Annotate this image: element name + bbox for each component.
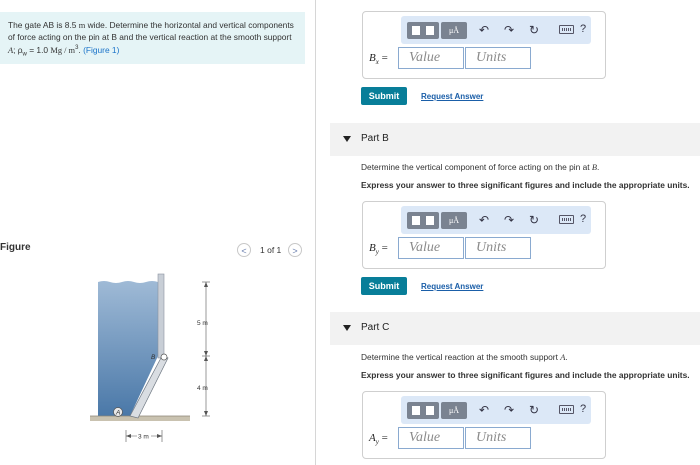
redo-icon[interactable]: ↷ [504,23,515,37]
templates-icon[interactable] [407,212,439,229]
variable-label: $A_y$ = [369,432,388,447]
help-icon[interactable]: ? [580,23,587,35]
units-input[interactable]: Units [465,427,531,449]
variable-label: $B_y$ = [369,242,388,257]
problem-statement [0,12,305,64]
keyboard-icon[interactable] [559,25,574,34]
value-input[interactable]: Value [398,427,464,449]
answer-box-bx [362,11,606,79]
dim-5m: 5 m [197,320,208,327]
undo-icon[interactable]: ↶ [479,213,490,227]
label-b: B [151,354,156,361]
variable-label: $B_x$ = [369,52,388,67]
undo-icon[interactable]: ↶ [479,403,490,417]
help-icon[interactable]: ? [580,403,587,415]
reset-icon[interactable]: ↻ [529,213,540,227]
redo-icon[interactable]: ↷ [504,213,515,227]
units-input[interactable]: Units [465,47,531,69]
templates-icon[interactable] [407,402,439,419]
wall [158,274,164,358]
request-answer-link[interactable]: Request Answer [421,282,484,291]
part-c-header[interactable] [330,312,700,345]
math-toolbar [401,396,591,424]
part-label: Part B [361,133,389,144]
pager-prev-button[interactable]: < [237,243,251,257]
collapse-icon [343,325,351,331]
figure-title: Figure [0,242,31,253]
collapse-icon [343,136,351,142]
part-c-instruction: Express your answer to three significant figures and include the appropriate units. [361,370,690,380]
value-input[interactable]: Value [398,237,464,259]
problem-text: The gate AB is 8.5 m wide. Determine the horizontal and vertical components of force acting on the pin at B and the vertical reaction at the smooth support A; $\rho_w = 1.0$ Mg / $m^3$. (Figure 1) [8,20,294,58]
part-c-question: Determine the vertical reaction at the smooth support A. [361,352,568,362]
redo-icon[interactable]: ↷ [504,403,515,417]
part-b-header[interactable] [330,123,700,156]
figure-link[interactable]: (Figure 1) [83,44,120,55]
answer-box-by [362,201,606,269]
keyboard-icon[interactable] [559,215,574,224]
part-b-question: Determine the vertical component of force acting on the pin at B. [361,162,600,172]
value-input[interactable]: Value [398,47,464,69]
part-label: Part C [361,322,390,333]
dim-3m: 3 m [138,433,149,441]
keyboard-icon[interactable] [559,405,574,414]
answer-box-ay [362,391,606,459]
panel-divider [315,0,316,465]
math-toolbar [401,16,591,44]
reset-icon[interactable]: ↻ [529,403,540,417]
pager-text: 1 of 1 [260,245,282,255]
units-button[interactable]: μÅ [441,212,467,229]
submit-button[interactable]: Submit [361,87,407,105]
gate-figure [90,270,230,455]
undo-icon[interactable]: ↶ [479,23,490,37]
units-button[interactable]: μÅ [441,402,467,419]
part-b-instruction: Express your answer to three significant figures and include the appropriate units. [361,180,690,190]
pager-next-button[interactable]: > [288,243,302,257]
math-toolbar [401,206,591,234]
units-button[interactable]: μÅ [441,22,467,39]
dim-4m: 4 m [197,385,208,392]
ground [90,416,190,421]
help-icon[interactable]: ? [580,213,587,225]
units-input[interactable]: Units [465,237,531,259]
reset-icon[interactable]: ↻ [529,23,540,37]
label-a: A [116,409,121,417]
request-answer-link[interactable]: Request Answer [421,92,484,101]
templates-icon[interactable] [407,22,439,39]
submit-button[interactable]: Submit [361,277,407,295]
